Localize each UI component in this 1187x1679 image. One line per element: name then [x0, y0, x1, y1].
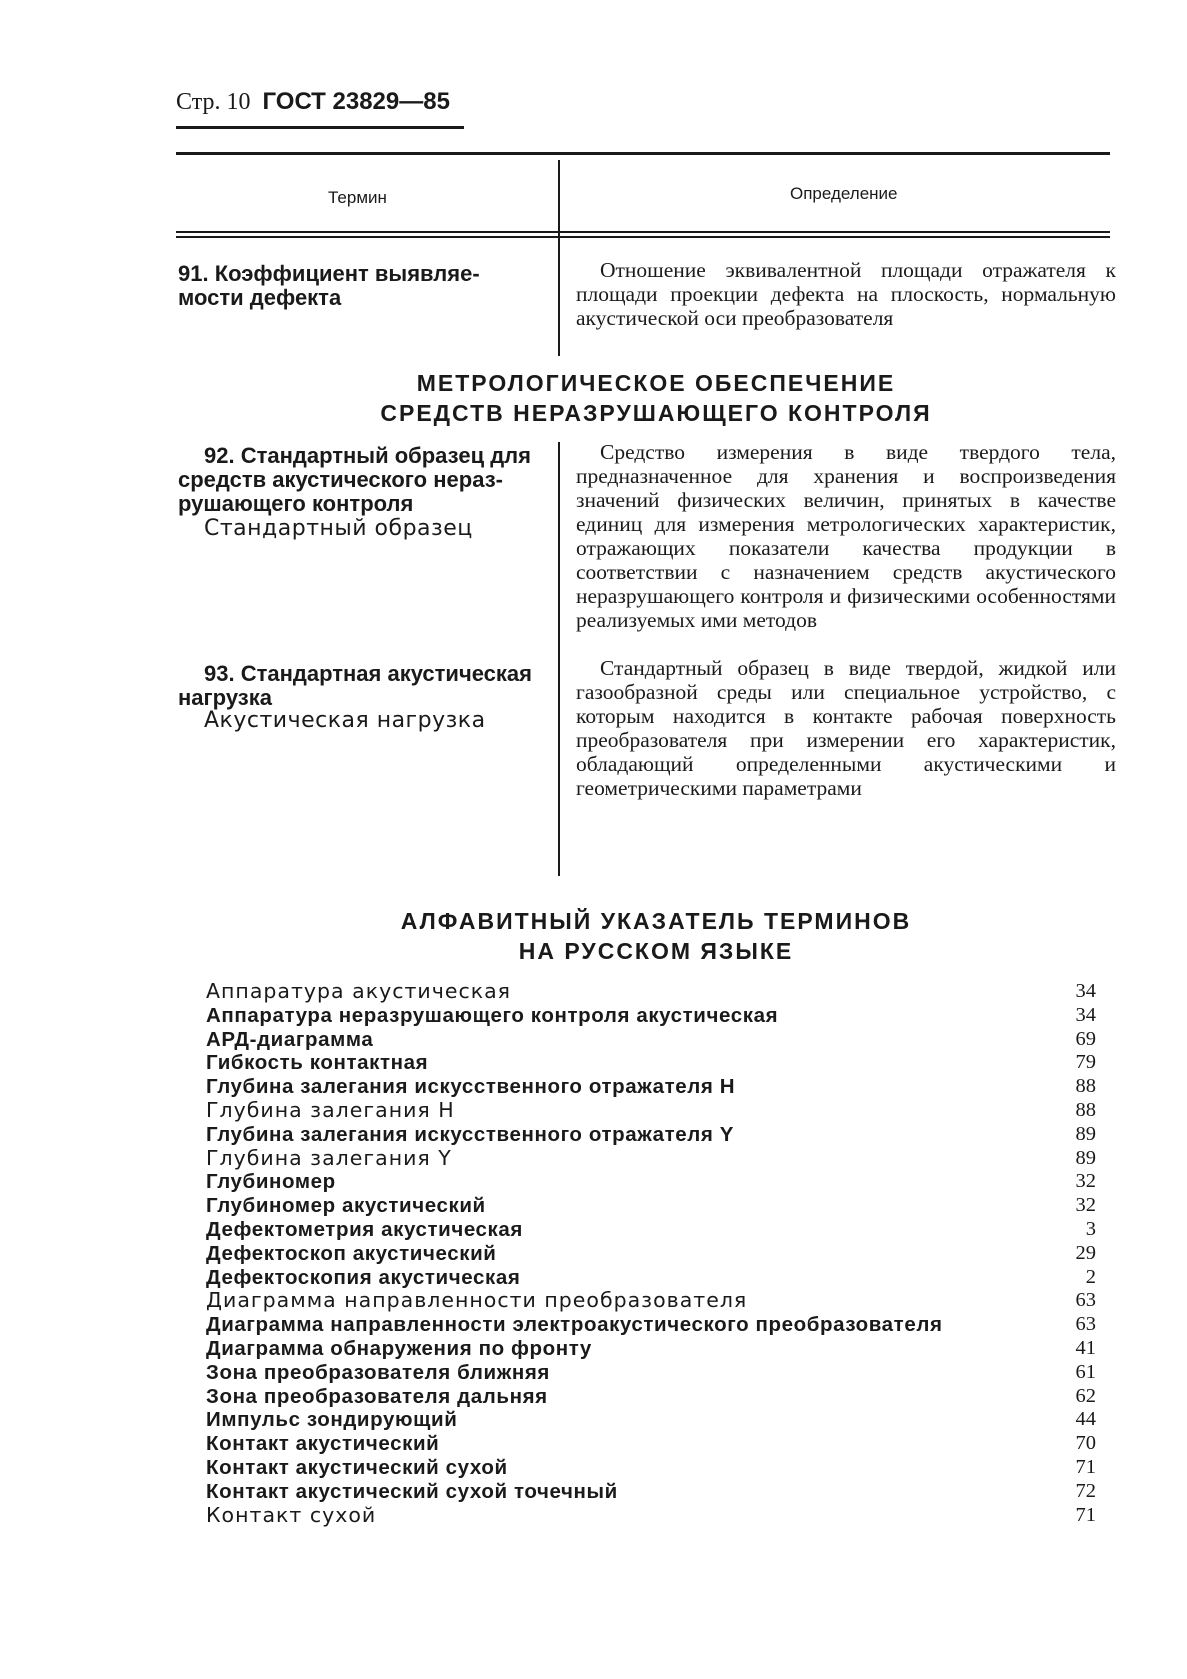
term-91	[178, 262, 540, 310]
table-header-rule-1	[176, 231, 1110, 233]
index-term-number: 34	[1075, 980, 1096, 1002]
index-term: АРД-диаграмма	[206, 1027, 374, 1051]
index-term-number: 44	[1075, 1408, 1096, 1431]
section-title-index-line-2: НА РУССКОМ ЯЗЫКЕ	[518, 938, 794, 964]
term-93	[178, 662, 540, 710]
index-row	[206, 1123, 1096, 1147]
column-divider-bottom	[558, 442, 560, 876]
section-title-index-line-1: АЛФАВИТНЫЙ УКАЗАТЕЛЬ ТЕРМИНОВ	[400, 908, 912, 934]
index-term: Контакт сухой	[206, 1502, 377, 1527]
index-term-number: 61	[1075, 1360, 1096, 1383]
index-term: Диаграмма направленности преобразователя	[206, 1288, 748, 1313]
index-row	[206, 1313, 1096, 1337]
index-row	[206, 1194, 1096, 1218]
index-term: Контакт акустический сухой точечный	[206, 1479, 618, 1503]
column-header-term: Термин	[328, 188, 387, 207]
column-divider-top	[558, 160, 560, 356]
index-term-number: 63	[1075, 1289, 1096, 1312]
index-row	[206, 1456, 1096, 1480]
index-term: Глубиномер акустический	[206, 1194, 486, 1218]
index-term-number: 32	[1075, 1170, 1096, 1193]
synonym-92: Стандартный образец	[204, 516, 473, 541]
term-92	[178, 444, 540, 516]
index-term: Контакт акустический сухой	[206, 1455, 508, 1479]
index-row	[206, 1361, 1096, 1385]
index-term-number: 89	[1075, 1122, 1096, 1145]
index-term-number: 62	[1075, 1384, 1096, 1407]
section-title-metrology-line-1: МЕТРОЛОГИЧЕСКОЕ ОБЕСПЕЧЕНИЕ	[416, 370, 896, 396]
index-row	[206, 1432, 1096, 1456]
index-term: Диаграмма обнаружения по фронту	[206, 1336, 592, 1360]
index-term: Глубина залегания искусственного отражателя H	[206, 1075, 736, 1099]
index-term-number: 34	[1075, 1003, 1096, 1026]
index-term-number: 70	[1075, 1432, 1096, 1455]
index-term-number: 71	[1075, 1455, 1096, 1478]
index-row	[206, 1028, 1096, 1052]
index-term-number: 88	[1075, 1075, 1096, 1098]
synonym-93: Акустическая нагрузка	[204, 708, 486, 733]
section-title-metrology-line-2: СРЕДСТВ НЕРАЗРУШАЮЩЕГО КОНТРОЛЯ	[380, 400, 932, 426]
index-term: Дефектометрия акустическая	[206, 1217, 523, 1241]
index-row	[206, 1004, 1096, 1028]
index-row	[206, 1075, 1096, 1099]
header-underline	[176, 126, 464, 129]
index-term-number: 71	[1075, 1503, 1096, 1526]
term-92-line-1: 92. Стандартный образец для	[204, 443, 531, 468]
section-title-metrology	[176, 368, 1136, 428]
index-row	[206, 1099, 1096, 1123]
index-term: Дефектоскопия акустическая	[206, 1265, 521, 1289]
term-93-line-1: 93. Стандартная акустическая	[204, 661, 532, 686]
index-row	[206, 1147, 1096, 1171]
section-title-index	[176, 906, 1136, 966]
index-term: Глубина залегания H	[206, 1097, 455, 1122]
index-row	[206, 1218, 1096, 1242]
index-term-number: 72	[1075, 1479, 1096, 1502]
standard-number: ГОСТ 23829—85	[262, 88, 450, 115]
index-row	[206, 1337, 1096, 1361]
index-row	[206, 1242, 1096, 1266]
term-92-line-3: рушающего контроля	[178, 491, 414, 516]
index-term-number: 79	[1075, 1051, 1096, 1074]
column-header-definition: Определение	[790, 184, 898, 203]
term-93-line-2: нагрузка	[178, 685, 272, 710]
index-term: Зона преобразователя ближняя	[206, 1360, 550, 1384]
term-91-line-2: мости дефекта	[178, 285, 342, 310]
definition-92: Средство измерения в виде твердого тела, предназначенное для хранения и воспроизведения значений физических величин, принятых в качестве единиц для измерения метрологических характеристик, отражающих показатели качества продукции в соответствии с назначением средств акустического неразрушающего контроля и физическими особенностями реализуемых ими методов	[576, 440, 1116, 632]
index-term: Зона преобразователя дальняя	[206, 1384, 548, 1408]
table-top-rule	[176, 152, 1110, 155]
index-row	[206, 1266, 1096, 1290]
index-row	[206, 1170, 1096, 1194]
index-term: Импульс зондирующий	[206, 1408, 458, 1432]
table-header-rule-2	[176, 236, 1110, 238]
index-term-number: 3	[1085, 1217, 1096, 1240]
definition-93: Стандартный образец в виде твердой, жидкой или газообразной среды или специальное устройство, с которым находится в контакте рабочая поверхность преобразователя при измерении его характеристик, обладающий определенными акустическими и геометрическими параметрами	[576, 656, 1116, 800]
index-term: Контакт акустический	[206, 1432, 440, 1456]
index-term: Глубина залегания Y	[206, 1145, 452, 1170]
index-row	[206, 1385, 1096, 1409]
term-92-line-2: средств акустического нераз-	[178, 467, 503, 492]
index-term: Диаграмма направленности электроакустического преобразователя	[206, 1313, 943, 1337]
page-header	[176, 88, 450, 116]
index-term-number: 29	[1075, 1241, 1096, 1264]
index-term-number: 89	[1075, 1146, 1096, 1169]
index-term-number: 41	[1075, 1336, 1096, 1359]
index-term: Гибкость контактная	[206, 1051, 429, 1075]
index-row	[206, 1480, 1096, 1504]
index-term: Глубиномер	[206, 1170, 336, 1194]
index-term-number: 32	[1075, 1194, 1096, 1217]
index-row	[206, 1504, 1096, 1528]
index-row	[206, 980, 1096, 1004]
term-91-line-1: 91. Коэффициент выявляе-	[178, 261, 480, 286]
index-row	[206, 1289, 1096, 1313]
index-row	[206, 1408, 1096, 1432]
index-term-number: 69	[1075, 1027, 1096, 1050]
index-term: Глубина залегания искусственного отражателя Y	[206, 1122, 735, 1146]
index-term: Аппаратура акустическая	[206, 979, 512, 1003]
index-term: Аппаратура неразрушающего контроля акустическая	[206, 1003, 779, 1027]
alphabetical-index	[206, 980, 1096, 1527]
page-number: Стр. 10	[176, 89, 251, 115]
definition-91: Отношение эквивалентной площади отражателя к площади проекции дефекта на плоскость, нормальную акустической оси преобразователя	[576, 258, 1116, 330]
index-row	[206, 1051, 1096, 1075]
index-term: Дефектоскоп акустический	[206, 1241, 497, 1265]
index-term-number: 2	[1085, 1265, 1096, 1288]
index-term-number: 63	[1075, 1313, 1096, 1336]
index-term-number: 88	[1075, 1098, 1096, 1121]
